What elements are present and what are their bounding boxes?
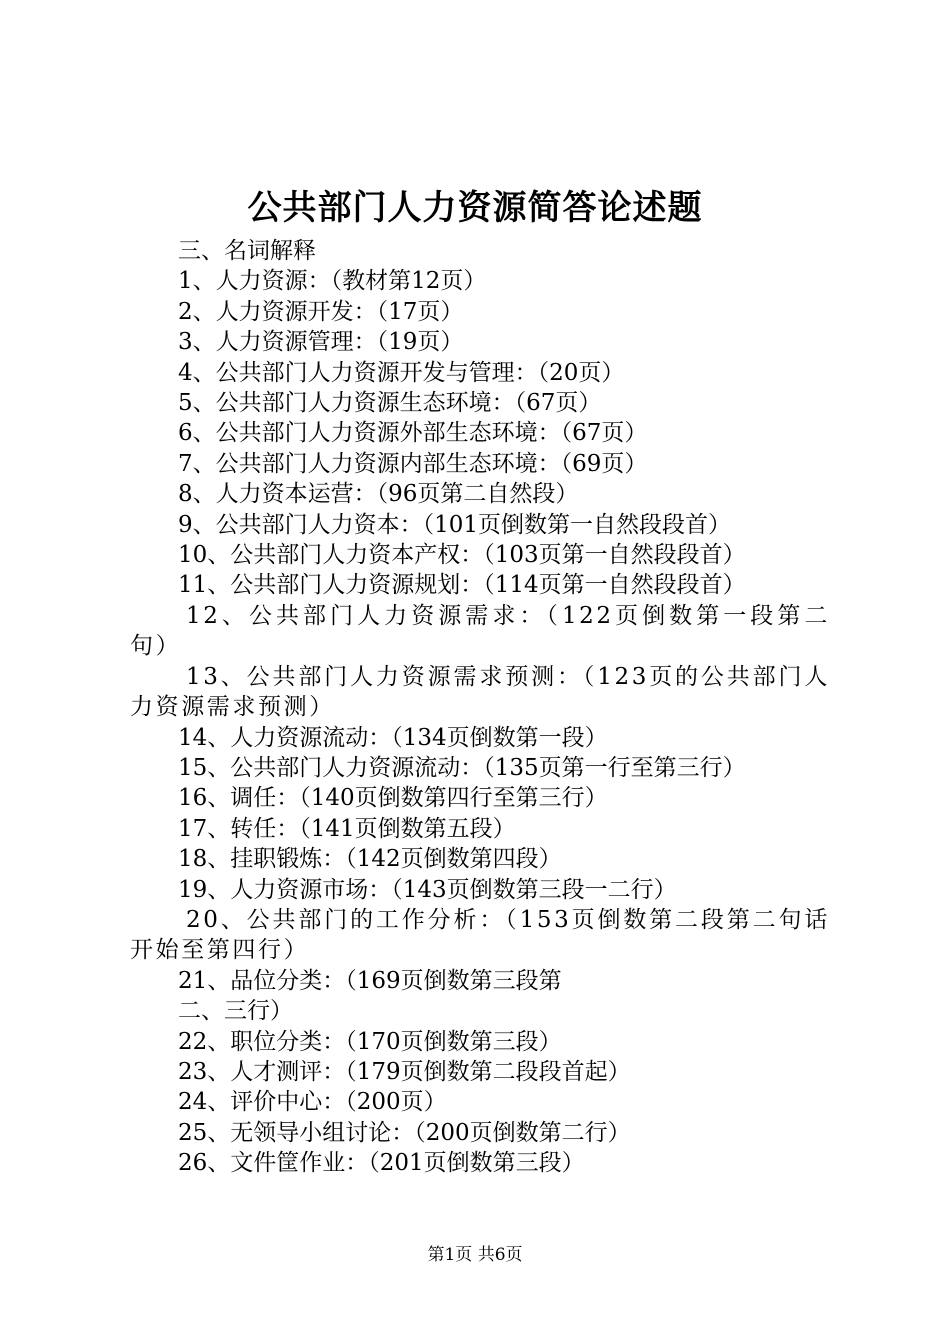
term-item: 23、人才测评：（179页倒数第二段段首起）	[178, 1058, 631, 1085]
term-item: 9、公共部门人力资本：（101页倒数第一自然段段首）	[178, 511, 732, 538]
term-item: 11、公共部门人力资源规划：（114页第一自然段段首）	[178, 572, 746, 599]
term-item: 25、无领导小组讨论：（200页倒数第二行）	[178, 1119, 631, 1146]
document-body	[130, 236, 830, 1179]
section-heading: 三、名词解释	[178, 238, 316, 264]
term-item: 8、人力资本运营：（96页第二自然段）	[178, 481, 579, 508]
term-item: 6、公共部门人力资源外部生态环境：（67页）	[178, 420, 648, 447]
term-item: 18、挂职锻炼：（142页倒数第四段）	[178, 846, 562, 873]
page-indicator: 第1页 共6页	[427, 1245, 523, 1265]
term-item: 16、调任：（140页倒数第四行至第三行）	[178, 785, 608, 812]
term-item: 17、转任：（141页倒数第五段）	[178, 815, 516, 842]
term-item: 13、公共部门人力资源需求预测：（123页的公共部门人力资源需求预测）	[130, 663, 830, 721]
term-item: 24、评价中心：（200页）	[178, 1089, 447, 1116]
term-item: 22、职位分类：（170页倒数第三段）	[178, 1028, 562, 1055]
term-item-continuation: 二、三行）	[178, 998, 293, 1025]
term-item: 5、公共部门人力资源生态环境：（67页）	[178, 390, 602, 417]
term-item: 20、公共部门的工作分析：（153页倒数第二段第二句话开始至第四行）	[130, 906, 830, 964]
term-item: 14、人力资源流动：（134页倒数第一段）	[178, 724, 608, 751]
term-item: 7、公共部门人力资源内部生态环境：（69页）	[178, 450, 648, 477]
term-item: 3、人力资源管理：（19页）	[178, 329, 464, 356]
term-item: 15、公共部门人力资源流动：（135页第一行至第三行）	[178, 754, 746, 781]
term-item: 12、公共部门人力资源需求：（122页倒数第一段第二句）	[130, 602, 830, 660]
term-item: 1、人力资源：（教材第12页）	[178, 268, 487, 295]
document-title: 公共部门人力资源简答论述题	[247, 188, 703, 228]
term-item: 4、公共部门人力资源开发与管理：（20页）	[178, 359, 625, 386]
term-item: 2、人力资源开发：（17页）	[178, 298, 464, 325]
term-item: 21、品位分类：（169页倒数第三段第	[178, 967, 562, 994]
term-item: 10、公共部门人力资本产权：（103页第一自然段段首）	[178, 542, 746, 569]
term-item: 26、文件筐作业：（201页倒数第三段）	[178, 1150, 585, 1177]
term-item: 19、人力资源市场：（143页倒数第三段一二行）	[178, 876, 677, 903]
